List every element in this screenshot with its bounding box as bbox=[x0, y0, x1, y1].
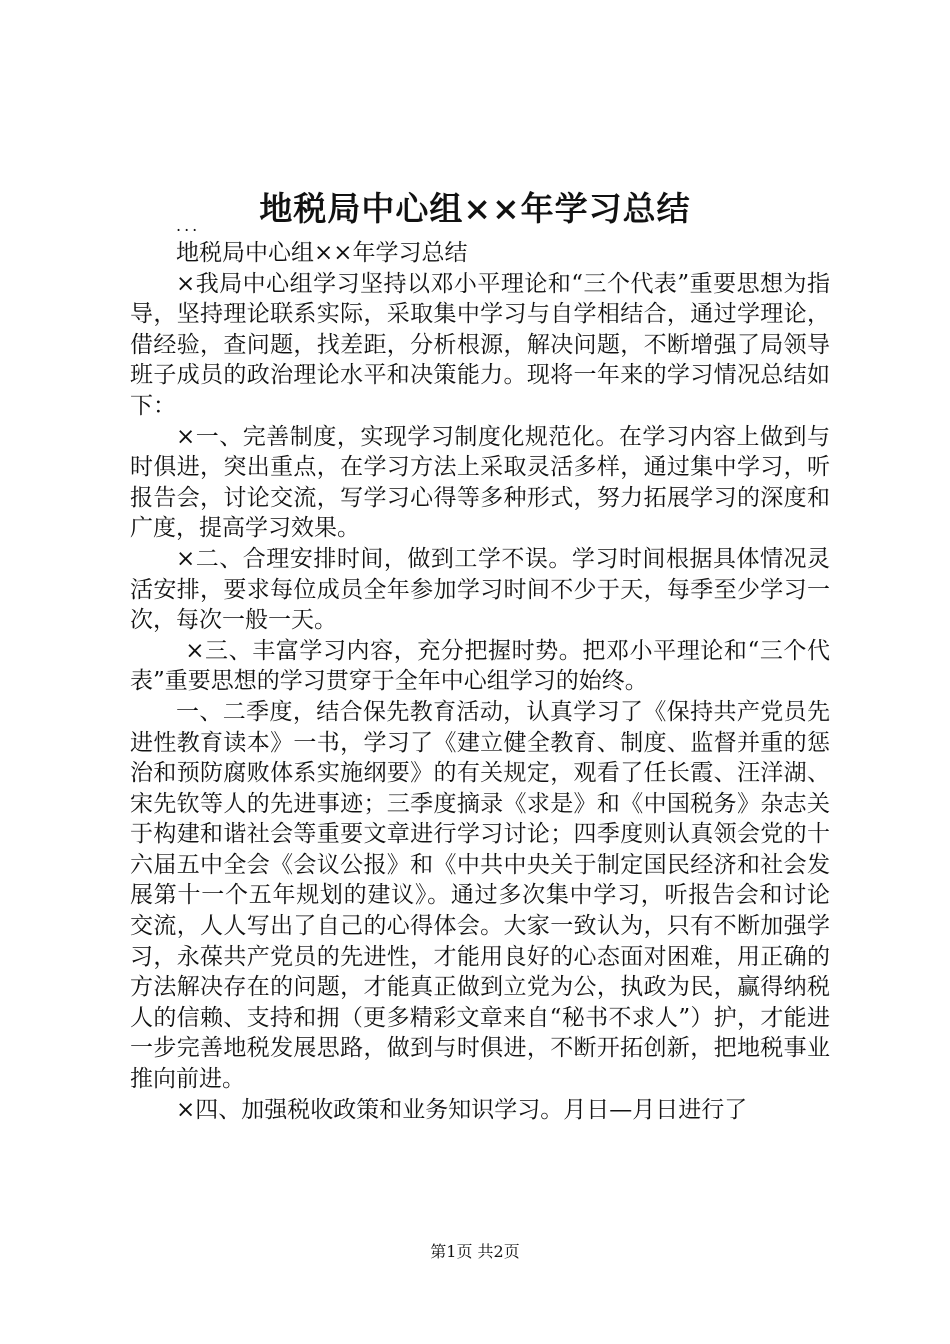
ellipsis-marker: ... bbox=[176, 216, 201, 235]
body-subtitle: 地税局中心组××年学习总结 bbox=[176, 240, 468, 266]
document-title: 地税局中心组××年学习总结 bbox=[259, 189, 691, 228]
paragraph-section-4: ×四、加强税收政策和业务知识学习。月日—月日进行了 bbox=[176, 1096, 748, 1123]
page-indicator: 第1页 共2页 bbox=[430, 1242, 520, 1261]
paragraph-intro: ×我局中心组学习坚持以邓小平理论和“三个代表”重要思想为指导，坚持理论联系实际，采取集中学习与自学相结合，通过学理论，借经验，查问题，找差距，分析根源，解决问题，不断增强了局领导班子成员的政治理论水平和决策能力。现将一年来的学习情况总结如下： bbox=[130, 270, 830, 419]
document-body bbox=[130, 238, 830, 1125]
paragraph-section-3: ×三、丰富学习内容，充分把握时势。把邓小平理论和“三个代表”重要思想的学习贯穿于全年中心组学习的始终。 bbox=[130, 637, 830, 695]
paragraph-section-1: ×一、完善制度，实现学习制度化规范化。在学习内容上做到与时俱进，突出重点，在学习方法上采取灵活多样，通过集中学习，听报告会，讨论交流，写学习心得等多种形式，努力拓展学习的深度和广度，提高学习效果。 bbox=[130, 423, 830, 542]
paragraph-section-2: ×二、合理安排时间，做到工学不误。学习时间根据具体情况灵活安排，要求每位成员全年参加学习时间不少于天，每季至少学习一次，每次一般一天。 bbox=[130, 545, 830, 634]
paragraph-quarters: 一、二季度，结合保先教育活动，认真学习了《保持共产党员先进性教育读本》一书，学习了《建立健全教育、制度、监督并重的惩治和预防腐败体系实施纲要》的有关规定，观看了任长霞、汪洋湖、宋先钦等人的先进事迹；三季度摘录《求是》和《中国税务》杂志关于构建和谐社会等重要文章进行学习讨论；四季度则认真领会党的十六届五中全会《会议公报》和《中共中央关于制定国民经济和社会发展第十一个五年规划的建议》。通过多次集中学习，听报告会和讨论交流，人人写出了自己的心得体会。大家一致认为，只有不断加强学习，永葆共产党员的先进性，才能用良好的心态面对困难，用正确的方法解决存在的问题，才能真正做到立党为公，执政为民，赢得纳税人的信赖、支持和拥（更多精彩文章来自“秘书不求人”）护，才能进一步完善地税发展思路，做到与时俱进，不断开拓创新，把地税事业推向前进。 bbox=[130, 698, 830, 1093]
